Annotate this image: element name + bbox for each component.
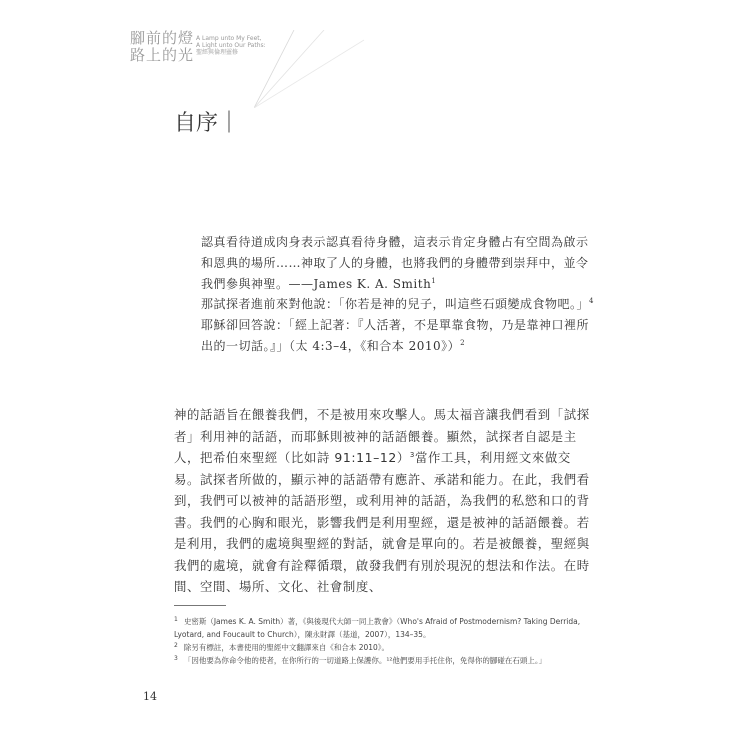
footnote-ref[interactable]: 1	[431, 277, 437, 285]
book-title	[130, 30, 194, 64]
footnote-ref[interactable]: 2	[460, 339, 466, 347]
decorative-rays	[254, 30, 374, 108]
footnote-number: 3	[174, 654, 178, 662]
epigraph-scripture	[201, 294, 595, 357]
body-text-part1: 神的話語旨在餵養我們，不是被用來攻擊人。馬太福音讓我們看到「試探者」利用神的話語，而耶穌則被神的話語餵養。顯然，試探者自認是主人，把希伯來聖經（比如詩 91:11–12）	[174, 407, 590, 465]
epigraph-quote-text: 認真看待道成肉身表示認真看待身體，這表示肯定身體占有空間為啟示和恩典的場所……神取了人的身體，也將我們的身體帶到崇拜中，並令我們參與神聖。——James K. A. Smith	[201, 235, 589, 291]
footnote-text: 「因他要為你命令他的使者，在你所行的一切道路上保護你。¹²他們要用手托住你，免得你的腳碰在石頭上。」	[183, 656, 547, 665]
running-header	[130, 30, 430, 70]
footnote-item	[174, 654, 594, 667]
subtitle-line2: A Light unto Our Paths:	[196, 42, 266, 49]
subtitle-line3: 聖經與倫理靈修	[196, 49, 239, 56]
footnote-number: 2	[174, 641, 178, 649]
subtitle-line1: A Lamp unto My Feet,	[196, 35, 262, 42]
page-number: 14	[143, 690, 157, 703]
body-paragraph	[174, 404, 594, 598]
footnotes	[174, 615, 594, 667]
book-title-line1: 腳前的燈	[130, 29, 195, 47]
footnote-item	[174, 641, 594, 654]
footnote-number: 1	[174, 615, 178, 623]
chapter-title: 自序｜	[174, 111, 241, 136]
book-subtitle	[196, 35, 266, 56]
epigraph-scripture-text: 那試探者進前來對他說：「你若是神的兒子，叫這些石頭變成食物吧。」	[201, 297, 590, 311]
footnote-text: 史密斯（James K. A. Smith）著，《與後現代大師一同上教會》（Who's Afraid of Postmodernism? Taking Derrida, Lyotard, and Foucault to Church），陳永財譯（基道，2007），134–35。	[174, 617, 581, 639]
footnote-ref[interactable]: 3	[409, 450, 415, 459]
verse-ref: 4	[589, 297, 594, 305]
book-title-line2: 路上的光	[130, 46, 195, 64]
epigraph-scripture-text2: 耶穌卻回答說：「經上記著：『人活著，不是單靠食物，乃是靠神口裡所出的一切話。』」（太 4:3–4，《和合本 2010》）	[201, 318, 590, 353]
footnote-divider	[174, 605, 226, 606]
footnote-text: 除另有標註，本書使用的聖經中文翻譯來自《和合本 2010》。	[183, 643, 390, 652]
epigraph-quote	[201, 232, 595, 295]
body-text-part2: 當作工具，利用經文來做交易。試探者所做的，顯示神的話語帶有應許、承諾和能力。在此，我們看到，我們可以被神的話語形塑，或利用神的話語，為我們的私慾和口的背書。我們的心胸和眼光，影響我們是利用聖經，還是被神的話語餵養。若是利用，我們的處境與聖經的對話，就會是單向的。若是被餵養，聖經與我們的處境，就會有詮釋循環，啟發我們有別於現況的想法和作法。在時間、空間、場所、文化、社會制度、	[174, 450, 590, 594]
footnote-item	[174, 615, 594, 641]
